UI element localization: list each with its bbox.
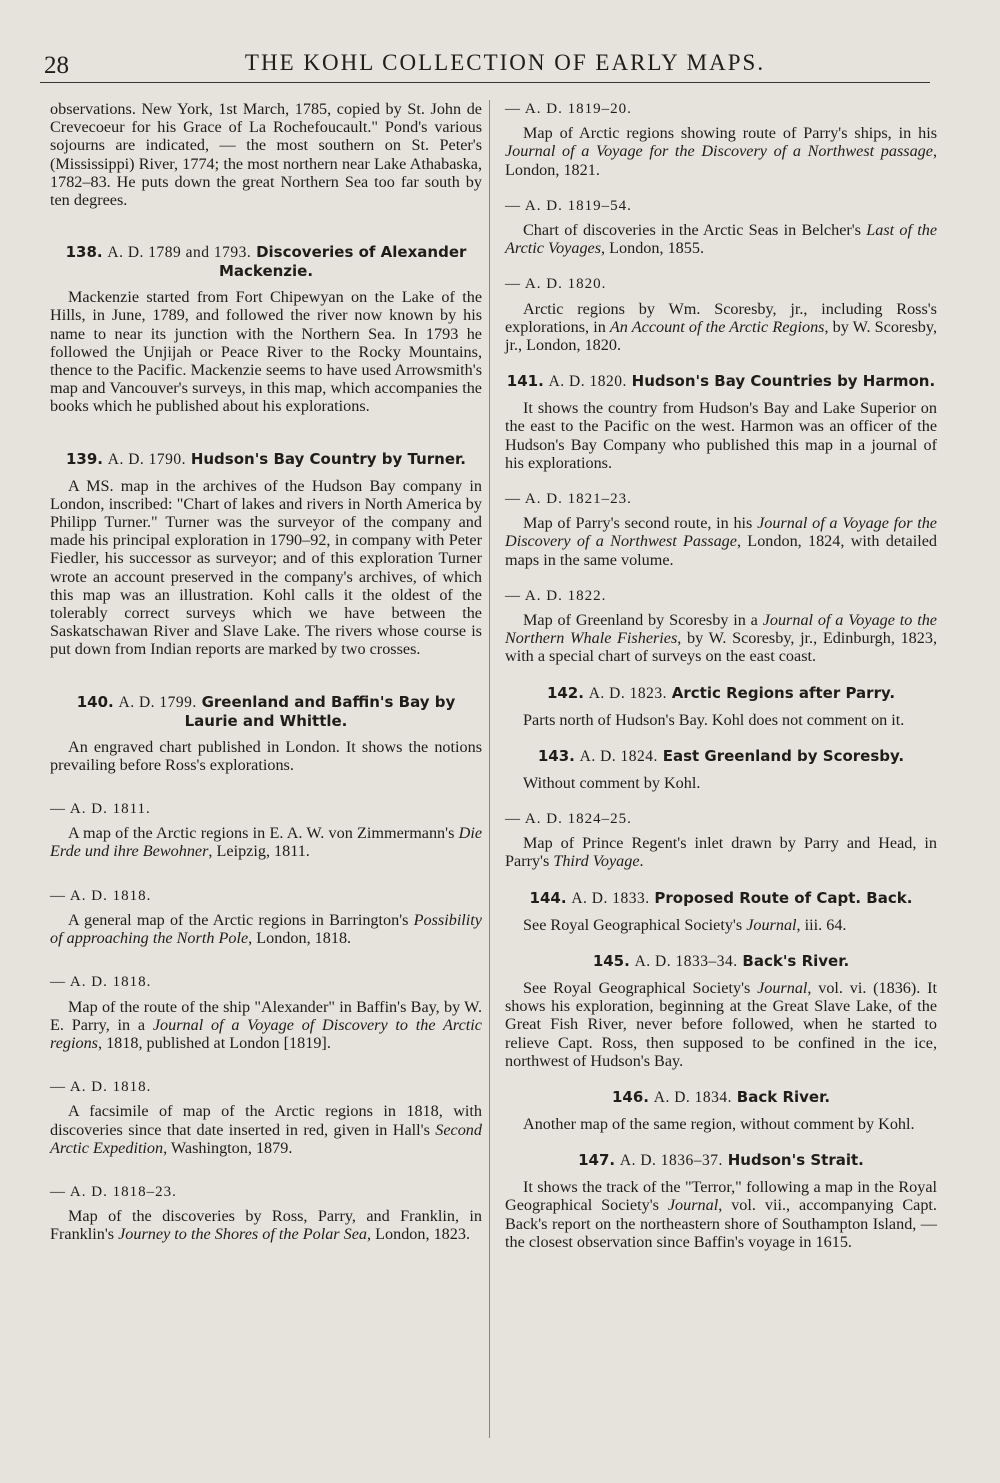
entry-date: A. D. 1833–34. xyxy=(634,952,738,970)
sub-entry-date: — A. D. 1818–23. xyxy=(50,1183,177,1200)
sub-entry-body: Map of Parry's second route, in his Journal of a Voyage for the Discovery of a Northwest Passage, London, 1824, with detailed maps in the same volume. xyxy=(505,514,937,569)
entry-number: 146. xyxy=(611,1087,649,1106)
page-header xyxy=(40,48,930,83)
entry-heading xyxy=(505,372,937,391)
sub-entry-1811 xyxy=(50,800,482,861)
sub-entry-1818-23 xyxy=(50,1183,482,1244)
entry-body: Another map of the same region, without comment by Kohl. xyxy=(523,1114,915,1133)
entry-141 xyxy=(505,372,937,472)
sub-entry-body: Map of the route of the ship "Alexander" in Baffin's Bay, by W. E. Parry, in a Journal of a Voyage of Discovery to the Arctic regions, 1818, published at London [1819]. xyxy=(50,997,482,1052)
intro-paragraph: observations. New York, 1st March, 1785, copied by St. John de Crevecoeur for his Grace of La Rochefoucault." Pond's various sojourns are indicated, — the most southern on St. Peter's (Mississippi) River, 1774; the most northern near Lake Athabaska, 1782–83. He puts down the great Northern Sea too far south by ten degrees. xyxy=(50,100,482,210)
sub-entry-1818c xyxy=(50,1078,482,1157)
entry-heading xyxy=(50,450,482,469)
work-title: Die Erde und ihre Bewohner xyxy=(50,824,482,861)
entry-body: It shows the track of the "Terror," following a map in the Royal Geographical Society's Journal, vol. vii., accompanying Capt. Back's report on the northeastern shore of Southampton Island, — the closest observation since Baffin's voyage in 1615. xyxy=(505,1178,937,1251)
sub-entry-body: Map of Arctic regions showing route of Parry's ships, in his Journal of a Voyage for the Discovery of a Northwest passage, London, 1821. xyxy=(505,124,937,179)
sub-entry-date: — A. D. 1824–25. xyxy=(505,811,632,828)
entry-body: Without comment by Kohl. xyxy=(523,773,701,792)
sub-entry-date: — A. D. 1820. xyxy=(505,276,607,293)
work-title: Journal xyxy=(757,978,808,997)
entry-145 xyxy=(505,952,937,1070)
entry-139 xyxy=(50,450,482,659)
sub-entry-date: — A. D. 1819–54. xyxy=(505,197,632,214)
sub-entry-body: Chart of discoveries in the Arctic Seas in Belcher's Last of the Arctic Voyages, London, 1855. xyxy=(505,221,938,258)
work-title: Journal of a Voyage for the Discovery of a Northwest Passage xyxy=(505,514,937,551)
work-title: Journal xyxy=(667,1196,719,1215)
entry-146 xyxy=(505,1088,937,1133)
sub-entry-1824-25 xyxy=(505,810,937,871)
entry-date: A. D. 1834. xyxy=(653,1088,733,1106)
entry-heading xyxy=(50,243,482,280)
sub-entry-date: — A. D. 1819–20. xyxy=(505,101,632,117)
entry-date: A. D. 1820. xyxy=(548,373,627,391)
entry-date: A. D. 1833. xyxy=(571,889,650,907)
work-title: Second Arctic Expedition xyxy=(50,1120,482,1157)
sub-entry-1819-54 xyxy=(505,197,937,258)
entry-number: 141. xyxy=(506,372,544,391)
sub-entry-date: — A. D. 1818. xyxy=(50,974,152,991)
sub-entry-date: — A. D. 1818. xyxy=(50,887,152,904)
work-title: Journal of a Voyage for the Discovery of a Northwest passage xyxy=(505,142,933,161)
entry-body: Parts north of Hudson's Bay. Kohl does not comment on it. xyxy=(523,710,905,729)
running-title: THE KOHL COLLECTION OF EARLY MAPS. xyxy=(244,50,766,75)
entry-date: A. D. 1799. xyxy=(118,693,197,711)
page-number: 28 xyxy=(44,52,69,79)
work-title: Possibility of approaching the North Pole xyxy=(50,910,482,948)
sub-entry-body: Map of Prince Regent's inlet drawn by Parry and Head, in Parry's Third Voyage. xyxy=(505,834,937,871)
sub-entry-date: — A. D. 1821–23. xyxy=(505,491,632,508)
entry-heading xyxy=(50,693,482,730)
entry-body: Mackenzie started from Fort Chipewyan on the Lake of the Hills, in June, 1789, and followed the river now known by his name to near its junction with the Northern Sea. In 1793 he followed the Unjijah or Peace River to the Rocky Mountains, thence to the Pacific. Mackenzie seems to have used Arrowsmith's map and Vancouver's surveys, in this map, which accompanies the books which he published about his explorations. xyxy=(50,288,482,416)
entry-body: It shows the country from Hudson's Bay and Lake Superior on the east to the Pacific on the west. Harmon was an officer of the Hudson's Bay Company who published this map in a journal of his explorations. xyxy=(505,399,937,472)
entry-number: 139. xyxy=(65,449,103,468)
entry-title: Proposed Route of Capt. Back. xyxy=(654,888,913,907)
entry-147 xyxy=(505,1151,937,1251)
entry-body: See Royal Geographical Society's Journal, iii. 64. xyxy=(523,915,847,934)
work-title: Journal xyxy=(746,915,797,934)
entry-heading xyxy=(505,1151,937,1170)
entry-title: Hudson's Bay Country by Turner. xyxy=(190,449,466,468)
entry-title: Discoveries of Alexander Mackenzie. xyxy=(218,243,467,281)
left-column xyxy=(50,100,482,1244)
sub-entry-1821-23 xyxy=(505,490,937,569)
sub-entry-date: — A. D. 1818. xyxy=(50,1079,152,1096)
entry-138 xyxy=(50,243,482,415)
entry-number: 143. xyxy=(537,746,575,765)
entry-title: Arctic Regions after Parry. xyxy=(671,683,896,702)
entry-144 xyxy=(505,889,937,934)
entry-date: A. D. 1836–37. xyxy=(619,1152,723,1170)
entry-title: Back River. xyxy=(736,1087,831,1106)
entry-142 xyxy=(505,684,937,729)
work-title: An Account of the Arctic Regions xyxy=(609,317,825,336)
right-column xyxy=(505,100,937,1251)
work-title: Journal of a Voyage of Discovery to the Arctic regions xyxy=(50,1015,482,1052)
sub-entry-body: A general map of the Arctic regions in Barrington's Possibility of approaching the North Pole, London, 1818. xyxy=(50,910,482,948)
entry-title: Greenland and Baffin's Bay by Laurie and Whittle. xyxy=(184,692,456,730)
sub-entry-date: — A. D. 1811. xyxy=(50,801,151,818)
work-title: Journey to the Shores of the Polar Sea xyxy=(118,1225,368,1244)
work-title: Last of the Arctic Voyages xyxy=(505,221,938,258)
sub-entry-date: — A. D. 1822. xyxy=(505,587,607,604)
entry-title: Back's River. xyxy=(742,951,850,970)
sub-entry-body: A map of the Arctic regions in E. A. W. von Zimmermann's Die Erde und ihre Bewohner, Leipzig, 1811. xyxy=(50,824,482,861)
entry-number: 147. xyxy=(578,1151,616,1170)
sub-entry-1819-20 xyxy=(505,100,937,179)
entry-140 xyxy=(50,693,482,774)
entry-number: 138. xyxy=(65,243,103,262)
sub-entry-body: A facsimile of map of the Arctic regions in 1818, with discoveries since that date inserted in red, given in Hall's Second Arctic Expedition, Washington, 1879. xyxy=(50,1102,482,1157)
entry-title: Hudson's Bay Countries by Harmon. xyxy=(631,372,936,391)
work-title: Journal of a Voyage to the Northern Whale Fisheries xyxy=(505,611,937,648)
entry-date: A. D. 1824. xyxy=(579,747,658,765)
sub-entry-body: Arctic regions by Wm. Scoresby, jr., including Ross's explorations, in An Account of the Arctic Regions, by W. Scoresby, jr., London, 1820. xyxy=(505,299,937,355)
entry-heading xyxy=(505,889,937,908)
sub-entry-body: Map of the discoveries by Ross, Parry, and Franklin, in Franklin's Journey to the Shores of the Polar Sea, London, 1823. xyxy=(50,1207,482,1244)
entry-number: 145. xyxy=(592,951,630,970)
entry-heading xyxy=(505,952,937,971)
sub-entry-1822 xyxy=(505,587,937,666)
sub-entry-body: Map of Greenland by Scoresby in a Journal of a Voyage to the Northern Whale Fisheries, by W. Scoresby, jr., Edinburgh, 1823, with a special chart of surveys on the east coast. xyxy=(505,611,937,666)
entry-title: Hudson's Strait. xyxy=(727,1151,864,1170)
entry-body: An engraved chart published in London. It shows the notions prevailing before Ross's explorations. xyxy=(50,737,482,774)
entry-date: A. D. 1789 and 1793. xyxy=(107,244,252,262)
entry-body: See Royal Geographical Society's Journal, vol. vi. (1836). It shows his exploration, beginning at the Great Slave Lake, of the Great Fish River, never before followed, when he started to relieve Capt. Ross, then supposed to be confined in the ice, northwest of Hudson's Bay. xyxy=(505,978,937,1070)
sub-entry-1818a xyxy=(50,887,482,948)
entry-date: A. D. 1790. xyxy=(107,450,187,468)
work-title: Third Voyage xyxy=(553,852,640,871)
entry-heading xyxy=(505,1088,937,1107)
sub-entry-1820 xyxy=(505,275,937,354)
entry-number: 144. xyxy=(529,888,567,907)
entry-heading xyxy=(505,684,937,703)
entry-date: A. D. 1823. xyxy=(588,684,667,702)
entry-body: A MS. map in the archives of the Hudson Bay company in London, inscribed: "Chart of lakes and rivers in North America by Philipp Turner." Turner was the surveyor of the company and made his principal exploration in 1790–92, in company with Peter Fiedler, his successor as surveyor; and of this exploration Turner wrote an account preserved in the company's archives, of which this map was an illustration. Kohl calls it the oldest of the tolerably correct surveys which we have between the Saskatschawan River and Slave Lake. The rivers whose course is put down from Indian reports are marked by two crosses. xyxy=(50,476,482,659)
sub-entry-1818b xyxy=(50,973,482,1052)
entry-title: East Greenland by Scoresby. xyxy=(662,746,905,765)
entry-heading xyxy=(505,747,937,766)
entry-number: 140. xyxy=(76,692,114,711)
entry-number: 142. xyxy=(546,683,584,702)
entry-143 xyxy=(505,747,937,792)
column-divider xyxy=(489,100,490,1438)
